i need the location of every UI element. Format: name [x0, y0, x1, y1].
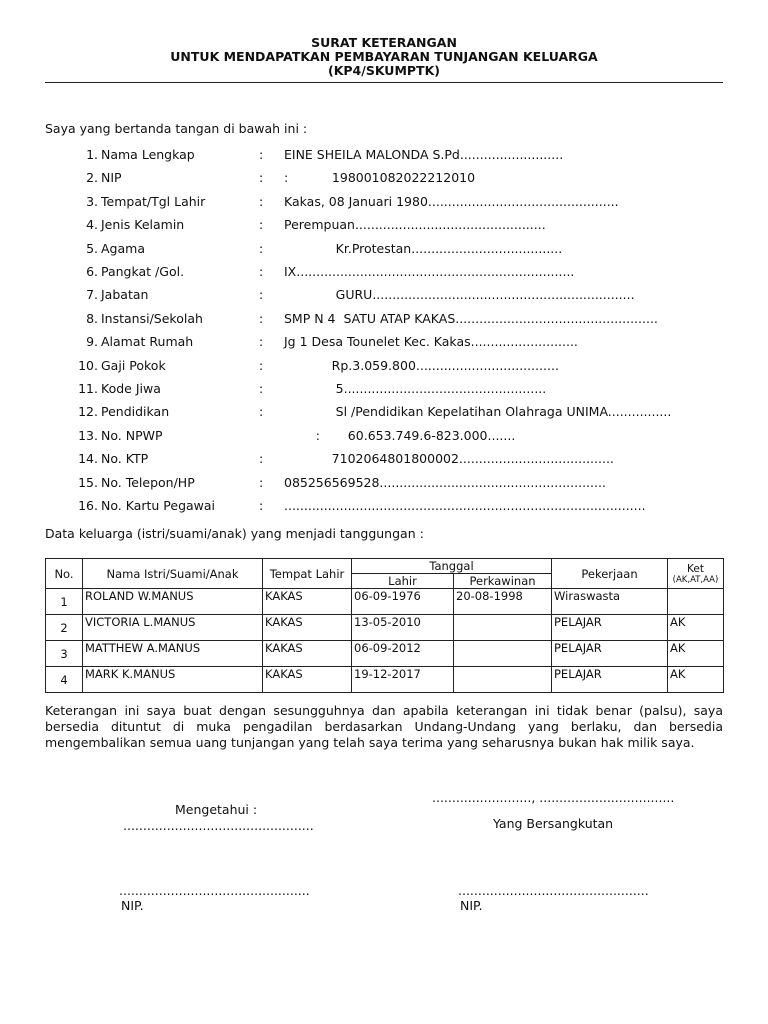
cell-no: 4 — [46, 667, 83, 693]
field-row — [0, 287, 768, 305]
field-row — [0, 264, 768, 282]
table-row — [46, 615, 724, 641]
field-label: Jabatan — [101, 287, 149, 303]
field-colon: : — [259, 498, 264, 513]
field-colon: : — [259, 287, 264, 303]
field-value: 7102064801800002....................................... — [284, 451, 614, 467]
cell-no: 2 — [46, 615, 83, 641]
field-value: Kr.Protestan...................................... — [284, 240, 563, 256]
field-colon: : — [259, 474, 264, 490]
cell-tempat-lahir: KAKAS — [263, 615, 352, 641]
col-tanggal: Tanggal — [352, 559, 552, 574]
field-value: 5................................................... — [284, 381, 547, 396]
field-label: Gaji Pokok — [101, 357, 166, 373]
field-label: Pendidikan — [101, 404, 170, 420]
cell-pekerjaan: PELAJAR — [552, 667, 668, 693]
field-number: 3. — [86, 193, 98, 209]
field-number: 16. — [78, 498, 98, 513]
field-number: 8. — [86, 310, 98, 326]
field-colon: : — [259, 381, 264, 396]
mengetahui-label: Mengetahui : — [175, 802, 258, 817]
cell-no: 1 — [46, 589, 83, 615]
field-row — [0, 147, 768, 165]
field-row — [0, 475, 768, 493]
field-row — [0, 381, 768, 399]
col-lahir: Lahir — [352, 574, 454, 589]
family-table — [45, 558, 724, 693]
left-signature-line: ................................................ — [119, 883, 310, 898]
field-label: No. KTP — [101, 451, 149, 467]
table-row — [46, 589, 724, 615]
field-label: Jenis Kelamin — [101, 217, 185, 233]
field-label: No. Kartu Pegawai — [101, 498, 216, 513]
field-colon: : — [259, 240, 264, 256]
field-label: Instansi/Sekolah — [101, 310, 203, 326]
cell-tgl-lahir: 19-12-2017 — [352, 667, 454, 693]
cell-no: 3 — [46, 641, 83, 667]
right-nip-label: NIP. — [460, 898, 483, 913]
field-value: Sl /Pendidikan Kepelatihan Olahraga UNIMA................ — [284, 404, 672, 420]
col-nama: Nama Istri/Suami/Anak — [83, 559, 263, 589]
field-label: Tempat/Tgl Lahir — [101, 193, 206, 209]
field-label: No. NPWP — [101, 427, 163, 443]
field-number: 14. — [78, 451, 98, 467]
field-colon: : — [259, 193, 264, 209]
cell-pekerjaan: PELAJAR — [552, 615, 668, 641]
cell-pekerjaan: PELAJAR — [552, 641, 668, 667]
field-number: 7. — [86, 287, 98, 303]
field-number: 11. — [78, 381, 98, 396]
field-label: NIP — [101, 170, 122, 186]
field-value: Perempuan................................................ — [284, 217, 546, 233]
doc-code: (KP4/SKUMPTK) — [328, 63, 440, 78]
field-label: Pangkat /Gol. — [101, 264, 185, 279]
field-value: Kakas, 08 Januari 1980................................................ — [284, 193, 619, 209]
field-number: 15. — [78, 474, 98, 490]
field-number: 13. — [78, 427, 98, 443]
table-row — [46, 641, 724, 667]
field-value: EINE SHEILA MALONDA S.Pd.......................... — [284, 147, 564, 162]
col-ket — [668, 559, 724, 589]
left-nip-label: NIP. — [121, 898, 144, 913]
cell-nama: MATTHEW A.MANUS — [83, 641, 263, 667]
intro-text: Saya yang bertanda tangan di bawah ini : — [45, 121, 308, 136]
field-label: Agama — [101, 240, 145, 256]
place-date-line: ........................., .................................. — [432, 790, 675, 805]
cell-tgl-perkawinan: 20-08-1998 — [454, 589, 552, 615]
cell-tempat-lahir: KAKAS — [263, 641, 352, 667]
field-row — [0, 311, 768, 329]
field-colon: : — [259, 170, 264, 186]
field-colon: : — [259, 334, 264, 350]
cell-pekerjaan: Wiraswasta — [552, 589, 668, 615]
field-value: 085256569528......................................................... — [284, 474, 606, 490]
cell-tgl-perkawinan — [454, 641, 552, 667]
cell-ket: AK — [668, 667, 724, 693]
field-row — [0, 334, 768, 352]
col-pekerjaan: Pekerjaan — [552, 559, 668, 589]
field-row — [0, 217, 768, 235]
field-number: 1. — [86, 147, 98, 162]
field-row — [0, 358, 768, 376]
field-number: 4. — [86, 217, 98, 233]
field-value: : 198001082022212010 — [284, 170, 476, 186]
field-value: ........................................................................................... — [284, 498, 646, 513]
col-perkawinan: Perkawinan — [454, 574, 552, 589]
cell-tgl-lahir: 06-09-1976 — [352, 589, 454, 615]
header-divider — [45, 82, 723, 83]
cell-tempat-lahir: KAKAS — [263, 667, 352, 693]
cell-nama: MARK K.MANUS — [83, 667, 263, 693]
field-colon: : — [259, 264, 264, 279]
field-value: SMP N 4 SATU ATAP KAKAS................................................... — [284, 310, 658, 326]
cell-tgl-perkawinan — [454, 667, 552, 693]
right-signature-line: ................................................ — [458, 883, 649, 898]
cell-tgl-lahir: 13-05-2010 — [352, 615, 454, 641]
field-row — [0, 498, 768, 516]
family-intro-text: Data keluarga (istri/suami/anak) yang menjadi tanggungan : — [45, 526, 424, 541]
field-value: Rp.3.059.800.................................... — [284, 357, 559, 373]
field-row — [0, 241, 768, 259]
field-colon: : — [259, 451, 264, 467]
field-label: Kode Jiwa — [101, 381, 161, 396]
col-tempat-lahir: Tempat Lahir — [263, 559, 352, 589]
cell-nama: ROLAND W.MANUS — [83, 589, 263, 615]
field-value: : 60.653.749.6-823.000....... — [284, 427, 516, 443]
col-no: No. — [46, 559, 83, 589]
field-number: 6. — [86, 264, 98, 279]
field-label: No. Telepon/HP — [101, 474, 195, 490]
field-colon: : — [259, 217, 264, 233]
field-colon: : — [259, 310, 264, 326]
doc-subtitle: UNTUK MENDAPATKAN PEMBAYARAN TUNJANGAN KELUARGA — [170, 49, 598, 64]
field-number: 9. — [86, 334, 98, 350]
field-number: 10. — [78, 357, 98, 373]
field-number: 5. — [86, 240, 98, 256]
field-row — [0, 170, 768, 188]
doc-title: SURAT KETERANGAN — [311, 35, 457, 50]
table-row — [46, 667, 724, 693]
field-number: 2. — [86, 170, 98, 186]
field-label: Alamat Rumah — [101, 334, 194, 350]
cell-tgl-perkawinan — [454, 615, 552, 641]
yang-bersangkutan-label: Yang Bersangkutan — [493, 816, 614, 831]
cell-nama: VICTORIA L.MANUS — [83, 615, 263, 641]
field-row — [0, 428, 768, 446]
cell-ket: AK — [668, 641, 724, 667]
col-ket-codes: (AK,AT,AA) — [672, 574, 719, 585]
statement-text: Keterangan ini saya buat dengan sesungguhnya dan apabila keterangan ini tidak benar (palsu), saya bersedia dituntut di muka pengadilan berdasarkan Undang-Undang yang berlaku, dan bersedia mengembalikan semua uang tunjangan yang telah saya terima yang seharusnya bukan hak milik saya. — [45, 703, 723, 750]
cell-tgl-lahir: 06-09-2012 — [352, 641, 454, 667]
field-colon: : — [259, 147, 264, 162]
field-row — [0, 194, 768, 212]
field-value: Jg 1 Desa Tounelet Kec. Kakas........................... — [284, 334, 578, 350]
field-row — [0, 451, 768, 469]
field-value: IX...................................................................... — [284, 264, 575, 279]
field-number: 12. — [78, 404, 98, 420]
cell-ket: AK — [668, 615, 724, 641]
cell-ket — [668, 589, 724, 615]
cell-tempat-lahir: KAKAS — [263, 589, 352, 615]
field-row — [0, 404, 768, 422]
col-ket-label: Ket — [687, 562, 704, 575]
field-label: Nama Lengkap — [101, 147, 195, 162]
mengetahui-name-line: ................................................ — [123, 818, 314, 833]
field-value: GURU.................................................................. — [284, 287, 635, 303]
field-colon: : — [259, 404, 264, 420]
field-colon: : — [259, 357, 264, 373]
